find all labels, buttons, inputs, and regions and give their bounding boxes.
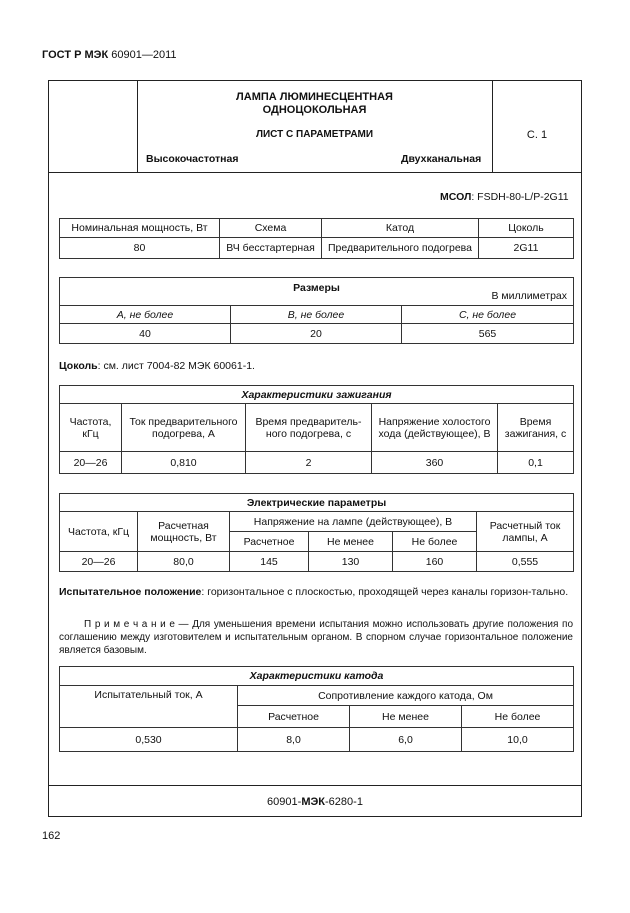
electrical-table: [59, 493, 574, 572]
cell-ignition-time: 0,1: [498, 452, 574, 474]
cell-el-rated: 145: [230, 552, 309, 572]
dimensions-table: [59, 277, 574, 344]
page-number: 162: [42, 830, 61, 842]
cathode-title: Характеристики катода: [60, 667, 574, 686]
cell-el-power: 80,0: [138, 552, 230, 572]
sub-rated: Расчетное: [230, 532, 309, 552]
cell-cap: 2G11: [479, 238, 574, 259]
header-a: A, не более: [60, 306, 231, 324]
dimensions-units: В миллиметрах: [491, 290, 568, 302]
standard-prefix: ГОСТ Р МЭК: [42, 49, 109, 61]
header-cathode: Катод: [322, 219, 479, 238]
cell-el-min: 130: [309, 552, 393, 572]
header-preheat-current: Ток предварительного подогрева, А: [122, 404, 246, 452]
high-frequency-label: Высокочастотная: [146, 153, 239, 165]
cell-b: 20: [231, 324, 402, 344]
header-el-current: Расчетный ток лампы, А: [477, 512, 574, 552]
sheet-title: [137, 91, 492, 117]
header-open-voltage: Напряжение холостого хода (действующее), В: [372, 404, 498, 452]
cell-c: 565: [402, 324, 574, 344]
sub-max: Не более: [393, 532, 477, 552]
sub-cat-max: Не более: [462, 706, 574, 728]
cell-power: 80: [60, 238, 220, 259]
cathode-table: [59, 666, 574, 752]
note-paragraph: П р и м е ч а н и е — Для уменьшения времени испытания можно использовать другие положения по соглашению между изготовителем и испытательным органом. В спорном случае горизонтальное положение является базовым.: [59, 619, 574, 656]
test-position: Испытательное положение: горизонтальное с плоскостью, проходящей через каналы горизон-тально.: [59, 586, 569, 598]
standard-number: 60901—2011: [111, 49, 177, 61]
header-test-current: Испытательный ток, А: [60, 686, 238, 728]
cell-preheat-time: 2: [246, 452, 372, 474]
cap-note: Цоколь: см. лист 7004-82 МЭК 60061-1.: [59, 360, 255, 372]
cell-cathode: Предварительного подогрева: [322, 238, 479, 259]
main-parameters-table: [59, 218, 574, 259]
header-scheme: Схема: [220, 219, 322, 238]
cell-open-voltage: 360: [372, 452, 498, 474]
header-resistance: Сопротивление каждого катода, Ом: [238, 686, 574, 706]
cell-cat-min: 6,0: [350, 728, 462, 752]
ignition-table: [59, 385, 574, 474]
cell-el-max: 160: [393, 552, 477, 572]
cell-cat-rated: 8,0: [238, 728, 350, 752]
page-ref: С. 1: [526, 129, 548, 141]
header-b: B, не более: [231, 306, 402, 324]
header-power: Номинальная мощность, Вт: [60, 219, 220, 238]
electrical-title: Электрические параметры: [60, 494, 574, 512]
sub-cat-min: Не менее: [350, 706, 462, 728]
cell-test-current: 0,530: [60, 728, 238, 752]
header-c: C, не более: [402, 306, 574, 324]
footer-code: 60901-МЭК-6280-1: [267, 796, 363, 808]
dimensions-title: Размеры: [293, 282, 340, 294]
title-line-2: ОДНОЦОКОЛЬНАЯ: [262, 104, 367, 116]
two-channel-label: Двухканальная: [401, 153, 482, 165]
sheet-subtitle: ЛИСТ С ПАРАМЕТРАМИ: [255, 129, 374, 140]
title-line-1: ЛАМПА ЛЮМИНЕСЦЕНТНАЯ: [236, 91, 393, 103]
cell-frequency: 20—26: [60, 452, 122, 474]
cell-cat-max: 10,0: [462, 728, 574, 752]
cell-el-frequency: 20—26: [60, 552, 138, 572]
header-preheat-time: Время предваритель-ного подогрева, с: [246, 404, 372, 452]
cell-preheat-current: 0,810: [122, 452, 246, 474]
cell-el-current: 0,555: [477, 552, 574, 572]
header-el-voltage: Напряжение на лампе (действующее), В: [230, 512, 477, 532]
dimensions-title-cell: [60, 278, 574, 306]
sub-min: Не менее: [309, 532, 393, 552]
header-frequency: Частота, кГц: [60, 404, 122, 452]
document-header: [42, 49, 177, 61]
header-ignition-time: Время зажигания, с: [498, 404, 574, 452]
header-el-power: Расчетная мощность, Вт: [138, 512, 230, 552]
ignition-title: Характеристики зажигания: [60, 386, 574, 404]
sub-cat-rated: Расчетное: [238, 706, 350, 728]
cell-scheme: ВЧ бесстартерная: [220, 238, 322, 259]
cell-a: 40: [60, 324, 231, 344]
header-el-frequency: Частота, кГц: [60, 512, 138, 552]
header-cap: Цоколь: [479, 219, 574, 238]
mcol-designation: МСОЛ: FSDH-80-L/P-2G11: [440, 191, 569, 203]
